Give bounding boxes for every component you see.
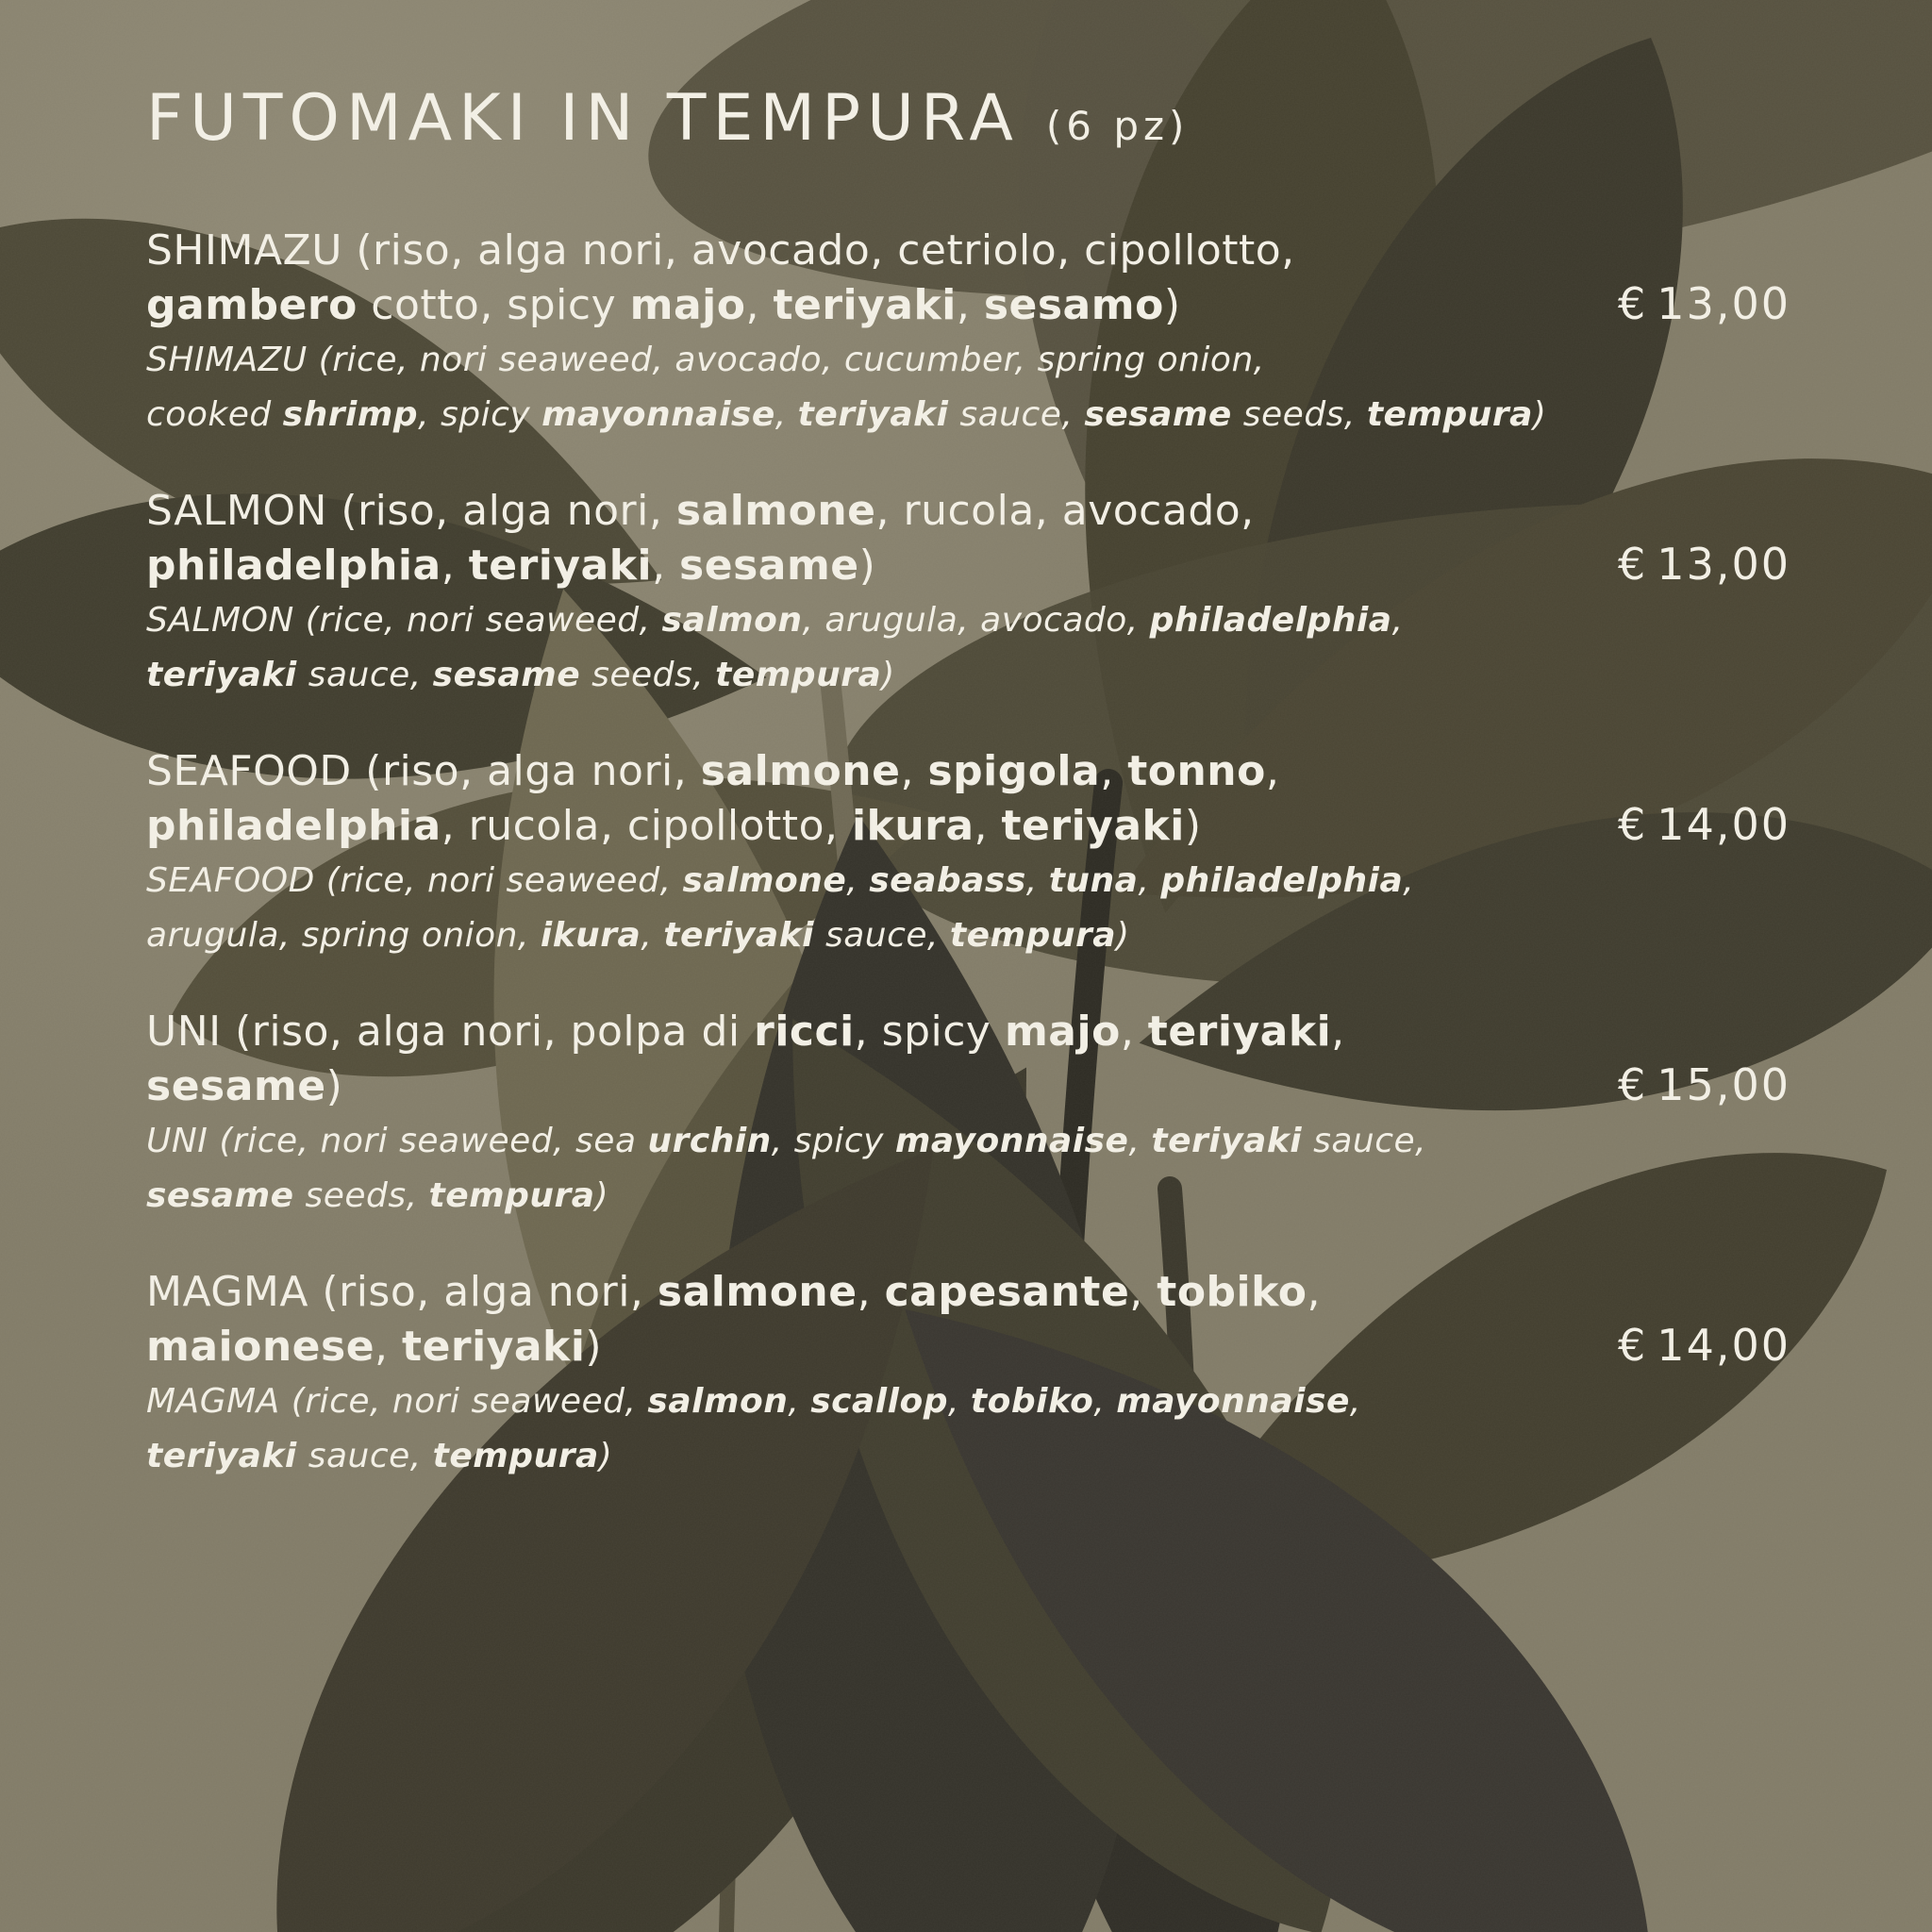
item-description-en-line-2: teriyaki sauce, sesame seeds, tempura) <box>146 656 895 694</box>
euro-symbol: € <box>1618 1059 1648 1110</box>
item-description-it-line-2: philadelphia, rucola, cipollotto, ikura, teriyaki) <box>146 802 1202 850</box>
menu-content <box>146 81 1790 1484</box>
item-description-it-line-2: philadelphia, teriyaki, sesame) <box>146 541 876 590</box>
menu-item <box>146 224 1790 442</box>
item-description-it-line-1: UNI (riso, alga nori, polpa di ricci, spicy majo, teriyaki, <box>146 1008 1345 1056</box>
item-description-it-line-1: SALMON (riso, alga nori, salmone, rucola, avocado, <box>146 487 1255 535</box>
item-description-en-line-1: SHIMAZU (rice, nori seaweed, avocado, cucumber, spring onion, <box>146 341 1265 379</box>
item-description-en-line-1: SEAFOOD (rice, nori seaweed, salmone, seabass, tuna, philadelphia, <box>146 861 1415 900</box>
item-description-en-line-1: MAGMA (rice, nori seaweed, salmon, scallop, tobiko, mayonnaise, <box>146 1382 1361 1421</box>
item-description-it-line-1: SHIMAZU (riso, alga nori, avocado, cetriolo, cipollotto, <box>146 226 1295 275</box>
menu-item <box>146 1005 1790 1224</box>
euro-symbol: € <box>1618 539 1648 590</box>
euro-symbol: € <box>1618 1320 1648 1371</box>
item-description-it-line-2: sesame) <box>146 1062 343 1110</box>
portion-size-label: (6 pz) <box>1045 103 1190 149</box>
item-description-en-line-2: cooked shrimp, spicy mayonnaise, teriyaki sauce, sesame seeds, tempura) <box>146 395 1547 434</box>
menu-item <box>146 744 1790 963</box>
menu-items <box>146 224 1790 1484</box>
euro-symbol: € <box>1618 799 1648 850</box>
item-price <box>1618 1320 1790 1371</box>
menu-item <box>146 484 1790 703</box>
price-amount: 14,00 <box>1657 1320 1790 1371</box>
item-description-it-line-1: SEAFOOD (riso, alga nori, salmone, spigola, tonno, <box>146 747 1280 795</box>
euro-symbol: € <box>1618 278 1648 329</box>
item-description-en-line-2: arugula, spring onion, ikura, teriyaki sauce, tempura) <box>146 916 1130 955</box>
item-description-it-line-2: maionese, teriyaki) <box>146 1323 603 1371</box>
item-description-en-line-1: UNI (rice, nori seaweed, sea urchin, spicy mayonnaise, teriyaki sauce, <box>146 1122 1427 1160</box>
item-description-en-line-2: teriyaki sauce, tempura) <box>146 1437 613 1475</box>
price-amount: 14,00 <box>1657 799 1790 850</box>
page-title: FUTOMAKI IN TEMPURA <box>146 81 1020 156</box>
item-description-it-line-1: MAGMA (riso, alga nori, salmone, capesante, tobiko, <box>146 1268 1321 1316</box>
item-description-it-line-2: gambero cotto, spicy majo, teriyaki, sesamo) <box>146 281 1181 329</box>
price-amount: 13,00 <box>1657 539 1790 590</box>
menu-item <box>146 1265 1790 1484</box>
price-amount: 15,00 <box>1657 1059 1790 1110</box>
item-price <box>1618 278 1790 329</box>
item-price <box>1618 539 1790 590</box>
price-amount: 13,00 <box>1657 278 1790 329</box>
item-description-en-line-2: sesame seeds, tempura) <box>146 1176 609 1215</box>
item-description-en-line-1: SALMON (rice, nori seaweed, salmon, arugula, avocado, philadelphia, <box>146 601 1404 640</box>
section-header <box>146 81 1790 156</box>
item-price <box>1618 1059 1790 1110</box>
item-price <box>1618 799 1790 850</box>
